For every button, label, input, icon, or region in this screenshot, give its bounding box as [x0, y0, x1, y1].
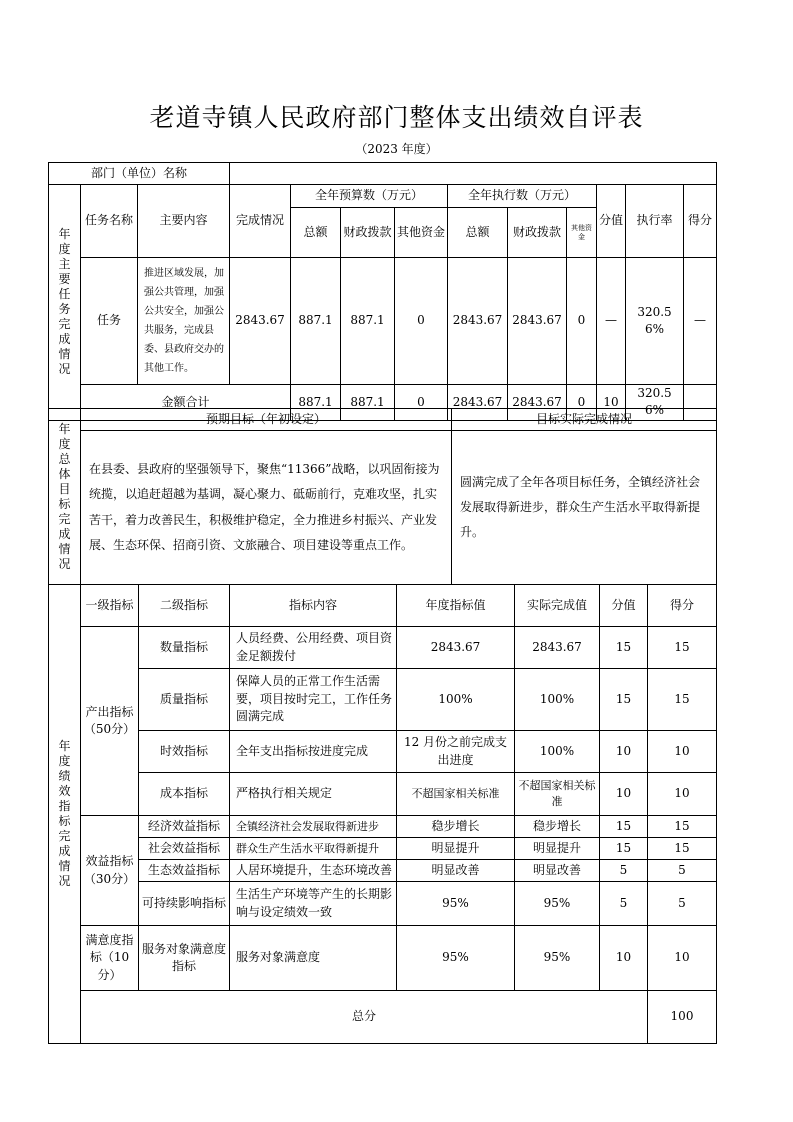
task-content: 推进区域发展，加强公共管理，加强公共安全，加强公共服务，完成县委、县政府交办的其他工作。 [138, 258, 230, 385]
task-side-label: 年度主要任务完成情况 [49, 185, 81, 421]
col-actual: 实际完成值 [515, 585, 600, 627]
row-actual: 95% [515, 882, 600, 926]
task-rate: 320.56% [626, 258, 684, 385]
col-completion: 完成情况 [230, 185, 291, 258]
task-completion: 2843.67 [230, 258, 291, 385]
total-score: 100 [648, 991, 717, 1044]
sum-rate: 320.56% [626, 385, 684, 421]
row-actual: 95% [515, 926, 600, 991]
row-lvl2: 经济效益指标 [139, 816, 230, 838]
row-content: 人员经费、公用经费、项目资金足额拨付 [230, 627, 397, 669]
task-get: — [684, 258, 717, 385]
col-budget-other: 其他资金 [395, 208, 448, 258]
group-benefit: 效益指标（30分） [81, 816, 139, 926]
row-content: 服务对象满意度 [230, 926, 397, 991]
row-content: 人居环境提升，生态环境改善 [230, 860, 397, 882]
row-target: 不超国家相关标准 [397, 773, 515, 816]
task-score: — [597, 258, 626, 385]
row-score: 10 [600, 926, 648, 991]
indicator-table [48, 584, 717, 1044]
col-main-content: 主要内容 [138, 185, 230, 258]
group-output: 产出指标（50分） [81, 627, 139, 816]
col-budget-fiscal: 财政拨款 [341, 208, 395, 258]
task-budget-other: 0 [395, 258, 448, 385]
row-lvl2: 成本指标 [139, 773, 230, 816]
row-get: 5 [648, 860, 717, 882]
col-exec-fiscal: 财政拨款 [508, 208, 567, 258]
sum-exec-total: 2843.67 [448, 385, 508, 421]
group-satisfaction: 满意度指标（10分） [81, 926, 139, 991]
col-content: 指标内容 [230, 585, 397, 627]
sum-budget-total: 887.1 [291, 385, 341, 421]
row-actual: 2843.67 [515, 627, 600, 669]
col-rate: 执行率 [626, 185, 684, 258]
row-get: 10 [648, 731, 717, 773]
row-score: 15 [600, 669, 648, 731]
task-budget-table [48, 162, 717, 421]
task-exec-other: 0 [567, 258, 597, 385]
row-content: 生活生产环境等产生的长期影响与设定绩效一致 [230, 882, 397, 926]
col-expected: 预期目标（年初设定） [81, 409, 452, 431]
row-lvl2: 社会效益指标 [139, 838, 230, 860]
row-lvl2: 服务对象满意度指标 [139, 926, 230, 991]
row-get: 15 [648, 816, 717, 838]
col-exec-total: 总额 [448, 208, 508, 258]
dept-value [230, 163, 717, 185]
sum-label: 金额合计 [81, 385, 291, 421]
row-lvl2: 可持续影响指标 [139, 882, 230, 926]
task-exec-fiscal: 2843.67 [508, 258, 567, 385]
col-budget-total: 总额 [291, 208, 341, 258]
row-content: 全年支出指标按进度完成 [230, 731, 397, 773]
row-lvl2: 数量指标 [139, 627, 230, 669]
sum-exec-fiscal: 2843.67 [508, 385, 567, 421]
row-actual: 不超国家相关标准 [515, 773, 600, 816]
indicator-side-label: 年度绩效指标完成情况 [49, 585, 81, 1044]
task-budget-fiscal: 887.1 [341, 258, 395, 385]
row-target: 95% [397, 926, 515, 991]
task-budget-total: 887.1 [291, 258, 341, 385]
row-actual: 明显改善 [515, 860, 600, 882]
page-title: 老道寺镇人民政府部门整体支出绩效自评表 [149, 103, 644, 132]
row-score: 10 [600, 731, 648, 773]
row-actual: 明显提升 [515, 838, 600, 860]
row-get: 10 [648, 773, 717, 816]
row-score: 10 [600, 773, 648, 816]
dept-label: 部门（单位）名称 [49, 163, 230, 185]
row-actual: 稳步增长 [515, 816, 600, 838]
row-target: 12 月份之前完成支出进度 [397, 731, 515, 773]
actual-goal-text: 圆满完成了全年各项目标任务，全镇经济社会发展取得新进步，群众生产生活水平取得新提升。 [452, 431, 717, 585]
col-get: 得分 [684, 185, 717, 258]
col-exec: 全年执行数（万元） [448, 185, 597, 208]
sum-budget-fiscal: 887.1 [341, 385, 395, 421]
row-target: 2843.67 [397, 627, 515, 669]
row-target: 明显提升 [397, 838, 515, 860]
col-score: 分值 [597, 185, 626, 258]
row-lvl2: 质量指标 [139, 669, 230, 731]
col-budget: 全年预算数（万元） [291, 185, 448, 208]
sum-exec-other: 0 [567, 385, 597, 421]
row-get: 15 [648, 838, 717, 860]
goal-side-label: 年度总体目标完成情况 [49, 409, 81, 585]
overall-goal-table [48, 408, 717, 585]
total-label: 总分 [81, 991, 648, 1044]
sum-budget-other: 0 [395, 385, 448, 421]
row-score: 15 [600, 838, 648, 860]
row-target: 100% [397, 669, 515, 731]
row-actual: 100% [515, 731, 600, 773]
row-target: 稳步增长 [397, 816, 515, 838]
row-get: 10 [648, 926, 717, 991]
row-lvl2: 生态效益指标 [139, 860, 230, 882]
row-target: 95% [397, 882, 515, 926]
col-exec-other: 其他资金 [567, 208, 597, 258]
col-lvl2: 二级指标 [139, 585, 230, 627]
row-score: 5 [600, 882, 648, 926]
row-score: 15 [600, 816, 648, 838]
sum-score: 10 [597, 385, 626, 421]
col-lvl1: 一级指标 [81, 585, 139, 627]
expected-goal-text: 在县委、县政府的坚强领导下，聚焦“11366”战略，以巩固衔接为统揽，以追赶超越为基调，凝心聚力、砥砺前行，克难攻坚，扎实苦干，着力改善民生，积极维护稳定，全力推进乡村振兴、产业发展、生态环保、招商引资、文旅融合、项目建设等重点工作。 [81, 431, 452, 585]
col-actual: 目标实际完成情况 [452, 409, 717, 431]
row-target: 明显改善 [397, 860, 515, 882]
row-get: 15 [648, 627, 717, 669]
row-content: 群众生产生活水平取得新提升 [230, 838, 397, 860]
row-score: 15 [600, 627, 648, 669]
col-task-name: 任务名称 [81, 185, 138, 258]
task-name: 任务 [81, 258, 138, 385]
row-get: 15 [648, 669, 717, 731]
row-score: 5 [600, 860, 648, 882]
row-content: 严格执行相关规定 [230, 773, 397, 816]
col-score: 分值 [600, 585, 648, 627]
row-content: 保障人员的正常工作生活需要，项目按时完工，工作任务圆满完成 [230, 669, 397, 731]
year-subtitle: （2023 年度） [355, 142, 438, 156]
row-actual: 100% [515, 669, 600, 731]
task-exec-total: 2843.67 [448, 258, 508, 385]
row-lvl2: 时效指标 [139, 731, 230, 773]
col-target: 年度指标值 [397, 585, 515, 627]
col-get: 得分 [648, 585, 717, 627]
row-content: 全镇经济社会发展取得新进步 [230, 816, 397, 838]
row-get: 5 [648, 882, 717, 926]
